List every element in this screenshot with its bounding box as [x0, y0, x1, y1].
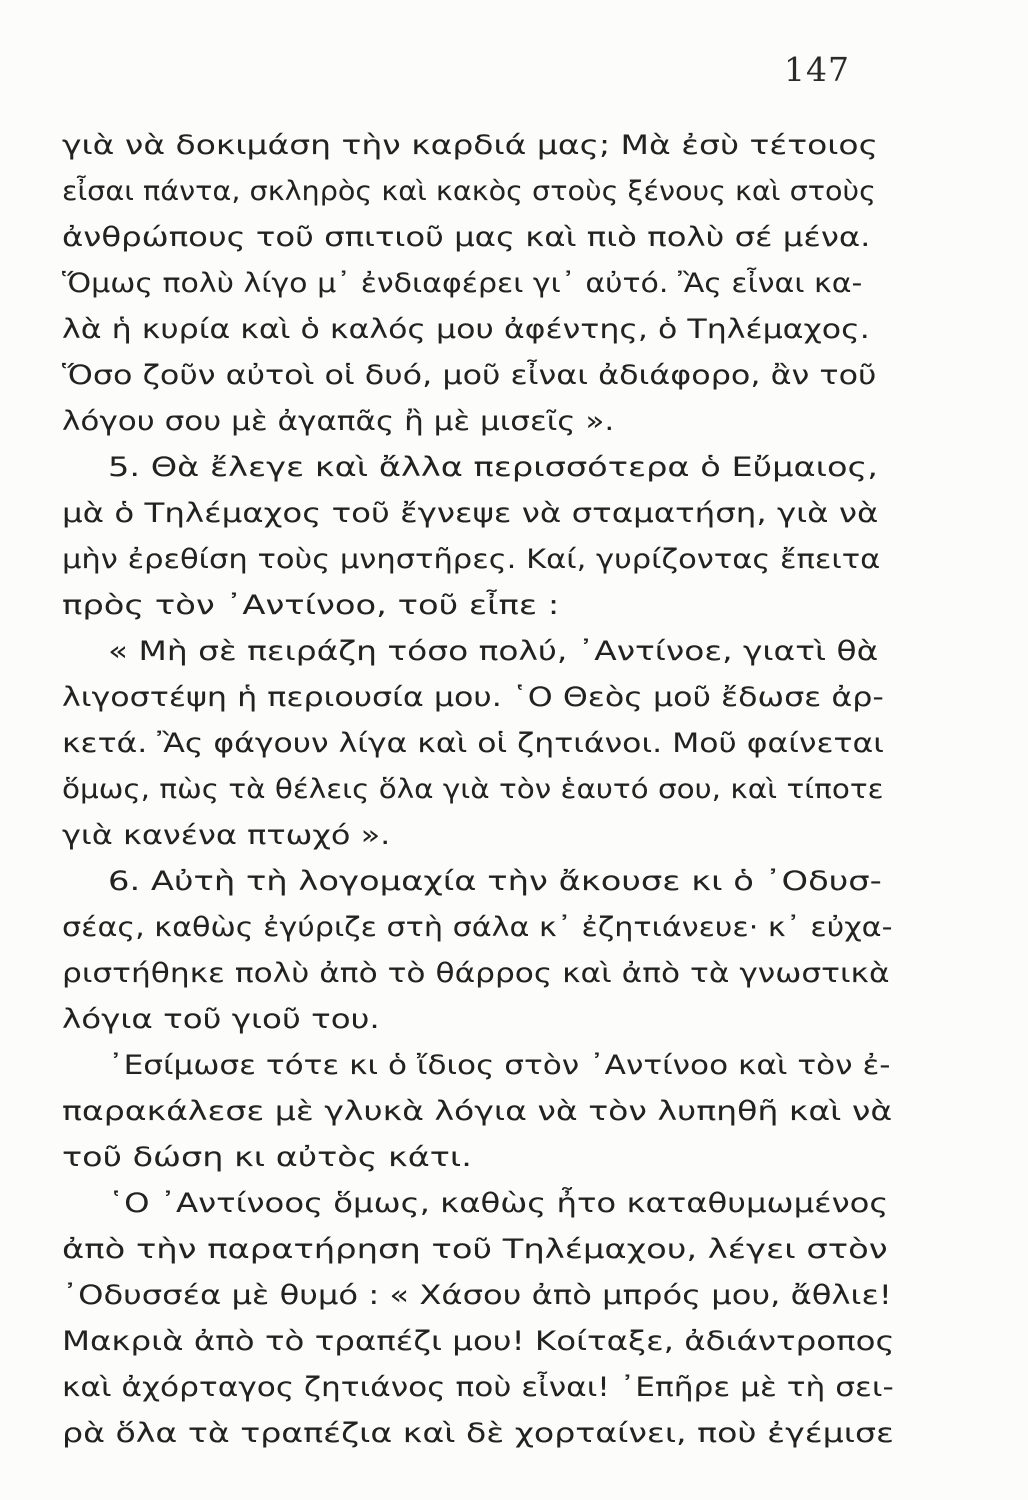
text-line: παρακάλεσε μὲ γλυκὰ λόγια νὰ τὸν λυπηθῆ καὶ νὰ [62, 1096, 893, 1127]
text-line: καὶ ἀχόρταγος ζητιάνος ποὺ εἶναι! ᾿Επῆρε μὲ τὴ σει- [62, 1372, 894, 1403]
text-line: « Μὴ σὲ πειράζη τόσο πολύ, ᾿Αντίνοε, γιατὶ θὰ [108, 636, 879, 667]
text-line: λόγου σου μὲ ἀγαπᾶς ἢ μὲ μισεῖς ». [62, 406, 615, 437]
text-line: κετά. Ἂς φάγουν λίγα καὶ οἱ ζητιάνοι. Μοῦ φαίνεται [62, 728, 884, 759]
text-line: ἀνθρώπους τοῦ σπιτιοῦ μας καὶ πιὸ πολὺ σέ μένα. [62, 222, 871, 253]
text-line: Ὅμως πολὺ λίγο μ᾿ ἐνδιαφέρει γι᾿ αὐτό. Ἂς εἶναι κα- [62, 268, 863, 299]
text-line: ριστήθηκε πολὺ ἀπὸ τὸ θάρρος καὶ ἀπὸ τὰ γνωστικὰ [62, 958, 890, 989]
page-number: 147 [784, 50, 850, 89]
text-line: ᾿Οδυσσέα μὲ θυμό : « Χάσου ἀπὸ μπρός μου, ἄθλιε! [62, 1280, 892, 1311]
text-line: ρὰ ὅλα τὰ τραπέζια καὶ δὲ χορταίνει, ποὺ ἐγέμισε [62, 1418, 894, 1449]
text-line: 5. Θὰ ἔλεγε καὶ ἄλλα περισσότερα ὁ Εὔμαιος, [108, 452, 878, 483]
text-line: ῾Ο ᾿Αντίνοος ὅμως, καθὼς ἦτο καταθυμωμένος [108, 1188, 889, 1219]
text-line: λὰ ἡ κυρία καὶ ὁ καλός μου ἀφέντης, ὁ Τηλέμαχος. [62, 314, 870, 345]
text-line: ἀπὸ τὴν παρατήρηση τοῦ Τηλέμαχου, λέγει στὸν [62, 1234, 888, 1265]
text-line: εἶσαι πάντα, σκληρὸς καὶ κακὸς στοὺς ξένους καὶ στοὺς [62, 176, 876, 207]
text-line: μὴν ἐρεθίση τοὺς μνηστῆρες. Καί, γυρίζοντας ἔπειτα [62, 544, 881, 575]
text-line: μὰ ὁ Τηλέμαχος τοῦ ἔγνεψε νὰ σταματήση, γιὰ νὰ [62, 498, 879, 529]
text-line: ᾿Εσίμωσε τότε κι ὁ ἴδιος στὸν ᾿Αντίνοο καὶ τὸν ἐ- [108, 1050, 891, 1081]
text-line: γιὰ κανένα πτωχό ». [62, 820, 391, 851]
text-line: Μακριὰ ἀπὸ τὸ τραπέζι μου! Κοίταξε, ἀδιάντροπος [62, 1326, 895, 1357]
text-line: σέας, καθὼς ἐγύριζε στὴ σάλα κ᾿ ἐζητιάνευε· κ᾿ εὐχα- [62, 912, 893, 943]
text-line: λιγοστέψη ἡ περιουσία μου. ῾Ο Θεὸς μοῦ ἔδωσε ἀρ- [62, 682, 884, 713]
text-line: Ὅσο ζοῦν αὐτοὶ οἱ δυό, μοῦ εἶναι ἀδιάφορο, ἂν τοῦ [62, 360, 877, 391]
text-line: 6. Αὐτὴ τὴ λογομαχία τὴν ἄκουσε κι ὁ ᾿Οδυσ- [108, 866, 882, 897]
text-line: τοῦ δώση κι αὐτὸς κάτι. [62, 1142, 472, 1173]
text-line: γιὰ νὰ δοκιμάση τὴν καρδιά μας; Μὰ ἐσὺ τέτοιος [62, 130, 878, 161]
text-line: ὅμως, πὼς τὰ θέλεις ὅλα γιὰ τὸν ἑαυτό σου, καὶ τίποτε [62, 774, 884, 805]
text-line: λόγια τοῦ γιοῦ του. [62, 1004, 380, 1035]
text-line: πρὸς τὸν ᾿Αντίνοο, τοῦ εἶπε : [62, 590, 560, 621]
